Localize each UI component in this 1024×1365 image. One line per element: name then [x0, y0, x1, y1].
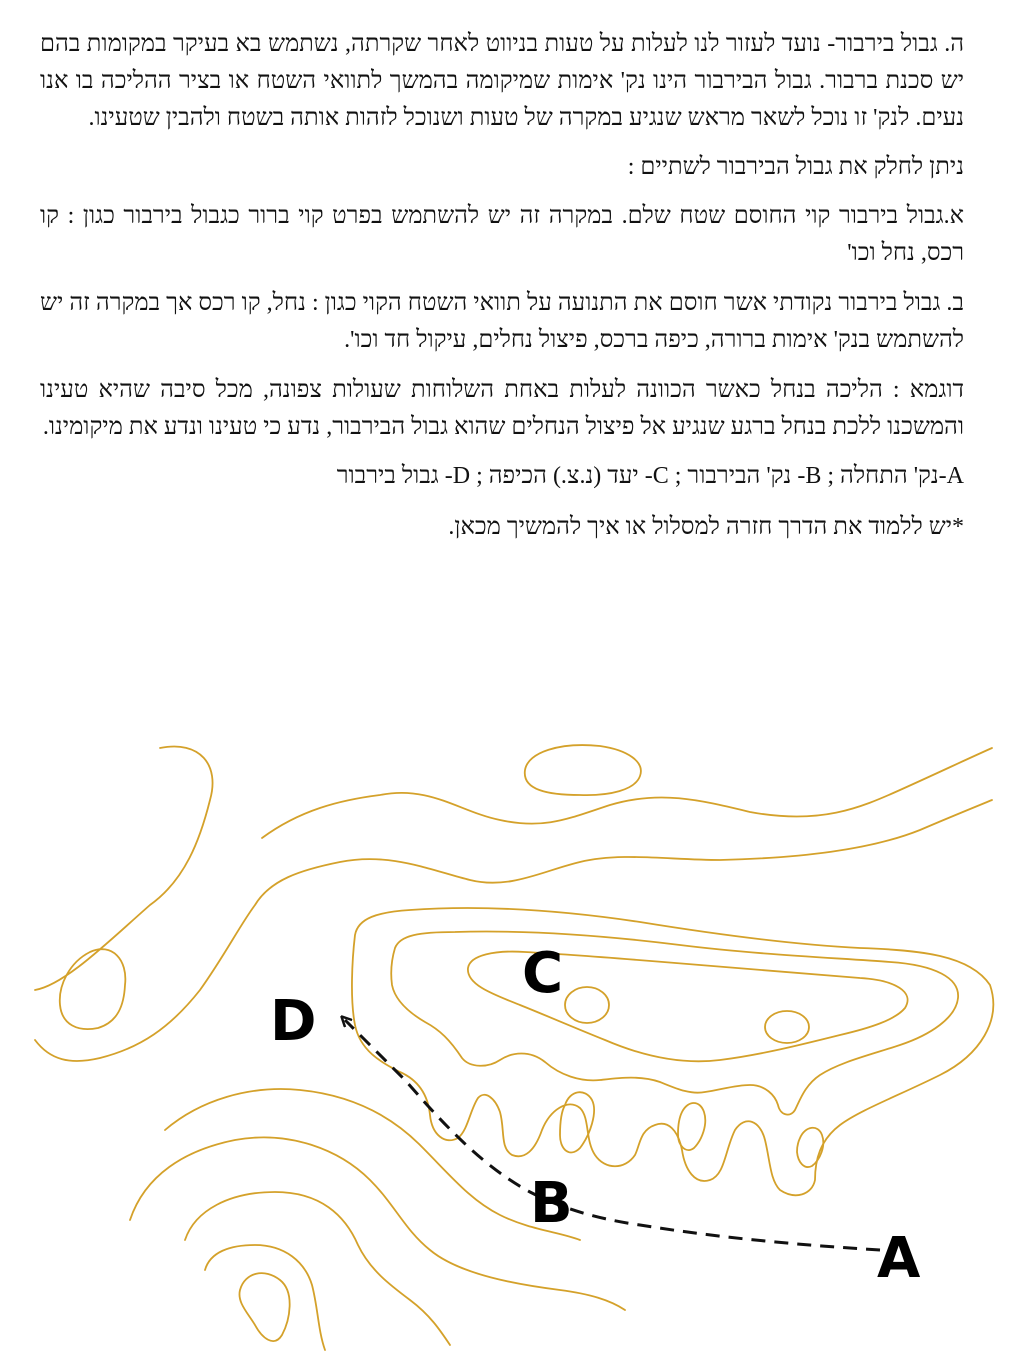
- contour-line: [797, 1128, 823, 1167]
- topographic-map: [0, 700, 1024, 1365]
- contour-line: [525, 745, 641, 795]
- label-a: A: [877, 1226, 921, 1291]
- route-line: [345, 1020, 880, 1250]
- contour-line: [391, 932, 958, 1115]
- paragraph-split-intro: ניתן לחלק את גבול הבירבור לשתיים :: [627, 154, 964, 180]
- contour-line: [352, 908, 993, 1195]
- label-b: B: [530, 1171, 573, 1236]
- paragraph-definition: ה. גבול בירבור- נועד לעזור לנו לעלות על טעות בניווט לאחר שקרתה, נשתמש בא בעיקר במקומות בהם יש סכנת ברבור. גבול הבירבור הינו נק' אימות שמיקומה בהמשך לתוואי השטח או בציר ההליכה בו אנו נעים. לנק' זו נוכל לשאר מראש שנגיע במקרה של טעות ושנוכל לזהות אותה בשטח ולהבין שטעינו.: [40, 31, 964, 131]
- text-block: [40, 26, 964, 546]
- paragraph-linear-boundary: א.גבול בירבור קוי החוסם שטח שלם. במקרה זה יש להשתמש בפרט קוי ברור כגבול בירבור כגון : קו רכס, נחל וכו': [40, 203, 964, 266]
- contour-line: [35, 747, 213, 990]
- contour-line: [678, 1103, 705, 1150]
- contour-line: [35, 800, 992, 1061]
- label-d: D: [270, 989, 317, 1054]
- contour-line: [565, 987, 609, 1023]
- contour-line: [165, 1089, 580, 1240]
- label-c: C: [522, 941, 564, 1006]
- contour-line: [560, 1092, 594, 1152]
- paragraph-example: דוגמא : הליכה בנחל כאשר הכוונה לעלות באחת השלוחות שעולות צפונה, מכל סיבה שהיא טעינו והמשכנו ללכת בנחל ברגע שנגיע אל פיצול הנחלים שהוא גבול הבירבור, נדע כי טעינו ונדע את מיקומינו.: [40, 377, 964, 440]
- contour-line: [262, 748, 992, 838]
- paragraph-note: *יש ללמוד את הדרך חזרה למסלול או איך להמשיך מכאן.: [448, 514, 964, 540]
- contour-line: [185, 1192, 450, 1345]
- paragraph-point-boundary: ב. גבול בירבור נקודתי אשר חוסם את התנועה על תוואי השטח הקוי כגון : נחל, קו רכס אך במקרה זה יש להשתמש בנק' אימות ברורה, כיפה ברכס, פיצול נחלים, עיקול חד וכו'.: [40, 290, 964, 353]
- contour-line: [60, 949, 126, 1029]
- contour-line: [205, 1245, 325, 1350]
- contour-line: [765, 1011, 809, 1043]
- map-legend: A-נק' התחלה ; B- נק' הבירבור ; C- יעד (נ.צ.) הכיפה ; D- גבול בירבור: [336, 463, 964, 489]
- contour-line: [239, 1273, 289, 1341]
